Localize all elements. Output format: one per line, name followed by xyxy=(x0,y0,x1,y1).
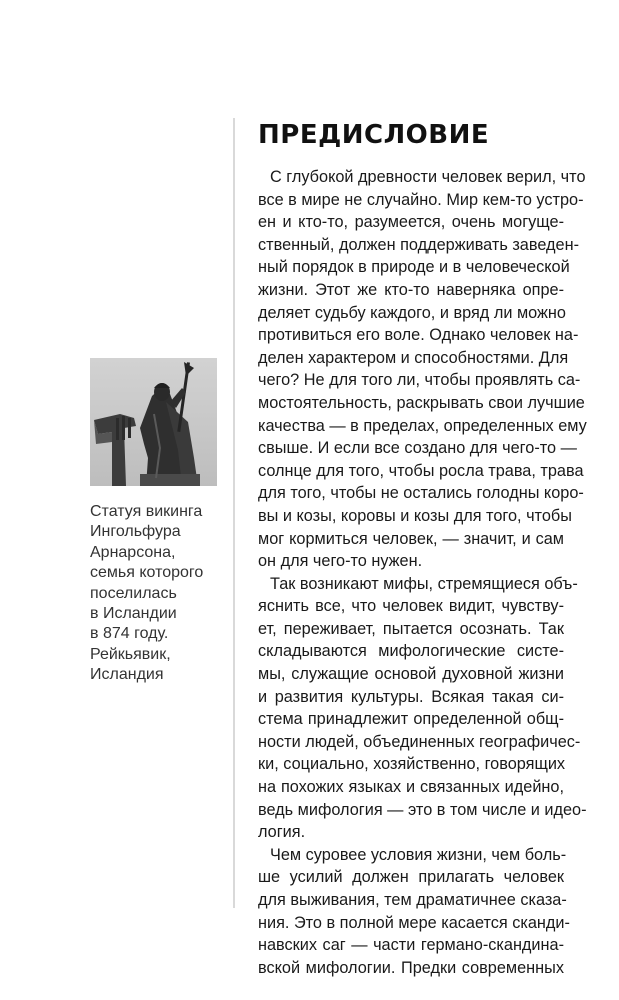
text-line: для того, чтобы не остались голодны коро- xyxy=(258,484,584,503)
text-line: стема принадлежит определенной общ- xyxy=(258,710,564,729)
text-line: ведь мифология — это в том числе и идео- xyxy=(258,800,587,819)
text-line: все в мире не случайно. Мир кем-то устро- xyxy=(258,190,584,209)
main-column xyxy=(258,118,587,979)
text-line: на похожих языках и связанных идейно, xyxy=(258,778,564,797)
text-line: и развития культуры. Всякая такая си- xyxy=(258,687,564,706)
text-line: он для чего-то нужен. xyxy=(258,552,423,571)
text-line: жизни. Этот же кто-то наверняка опре- xyxy=(258,280,564,299)
viking-statue-icon xyxy=(90,358,217,486)
text-line: деляет судьбу каждого, и вряд ли можно xyxy=(258,303,566,322)
text-line: С глубокой древности человек верил, что xyxy=(270,168,586,186)
statue-photo xyxy=(90,358,217,486)
text-line: для выживания, тем драматичнее сказа- xyxy=(258,891,567,909)
text-line: делен характером и способностями. Для xyxy=(258,348,569,367)
text-line: яснить все, что человек видит, чувству- xyxy=(258,597,564,616)
text-line: мостоятельность, раскрывать свои лучшие xyxy=(258,393,585,412)
text-line: складываются мифологические систе- xyxy=(258,642,564,661)
text-line: чего? Не для того ли, чтобы проявлять са- xyxy=(258,371,581,390)
text-line: Чем суровее условия жизни, чем боль- xyxy=(270,845,567,864)
text-line: вы и козы, коровы и козы для того, чтобы xyxy=(258,506,572,525)
text-line: ет, переживает, пытается осознать. Так xyxy=(258,619,564,638)
photo-caption: Статуя викинга Ингольфура Арнарсона, семья которого поселилась в Исландии в 874 году. Рейкьявик, Исландия xyxy=(90,503,204,684)
text-line: мог кормиться человек, — значит, и сам xyxy=(258,529,564,548)
text-line: ше усилий должен прилагать человек xyxy=(258,868,564,887)
text-line: логия. xyxy=(258,823,306,842)
section-title: ПРЕДИСЛОВИЕ xyxy=(258,120,490,150)
text-line: ности людей, объединенных географичеc- xyxy=(258,732,581,751)
text-line: ен и кто-то, разумеется, очень могуще- xyxy=(258,213,564,232)
text-line: навских саг — части германо-скандина- xyxy=(258,936,564,955)
text-line: противиться его воле. Однако человек на- xyxy=(258,326,579,345)
text-line: ния. Это в полной мере касается сканди- xyxy=(258,913,570,932)
paragraph-2 xyxy=(258,573,587,844)
text-line: Так возникают мифы, стремящиеся объ- xyxy=(270,574,578,593)
column-divider xyxy=(233,118,235,908)
text-line: мы, служащие основой духовной жизни xyxy=(258,665,564,684)
text-line: солнце для того, чтобы росла трава, трава xyxy=(258,461,584,480)
text-line: ный порядок в природе и в человеческой xyxy=(258,258,570,277)
paragraph-1 xyxy=(258,166,587,573)
text-line: ки, социально, хозяйственно, говорящих xyxy=(258,755,566,774)
sidebar xyxy=(90,358,222,686)
paragraph-3 xyxy=(258,844,570,980)
text-line: качества — в пределах, определенных ему xyxy=(258,416,587,435)
text-line: свыше. И если все создано для чего-то — xyxy=(258,439,577,458)
text-line: вской мифологии. Предки современных xyxy=(258,958,564,977)
text-line: ственный, должен поддерживать заведен- xyxy=(258,235,579,254)
